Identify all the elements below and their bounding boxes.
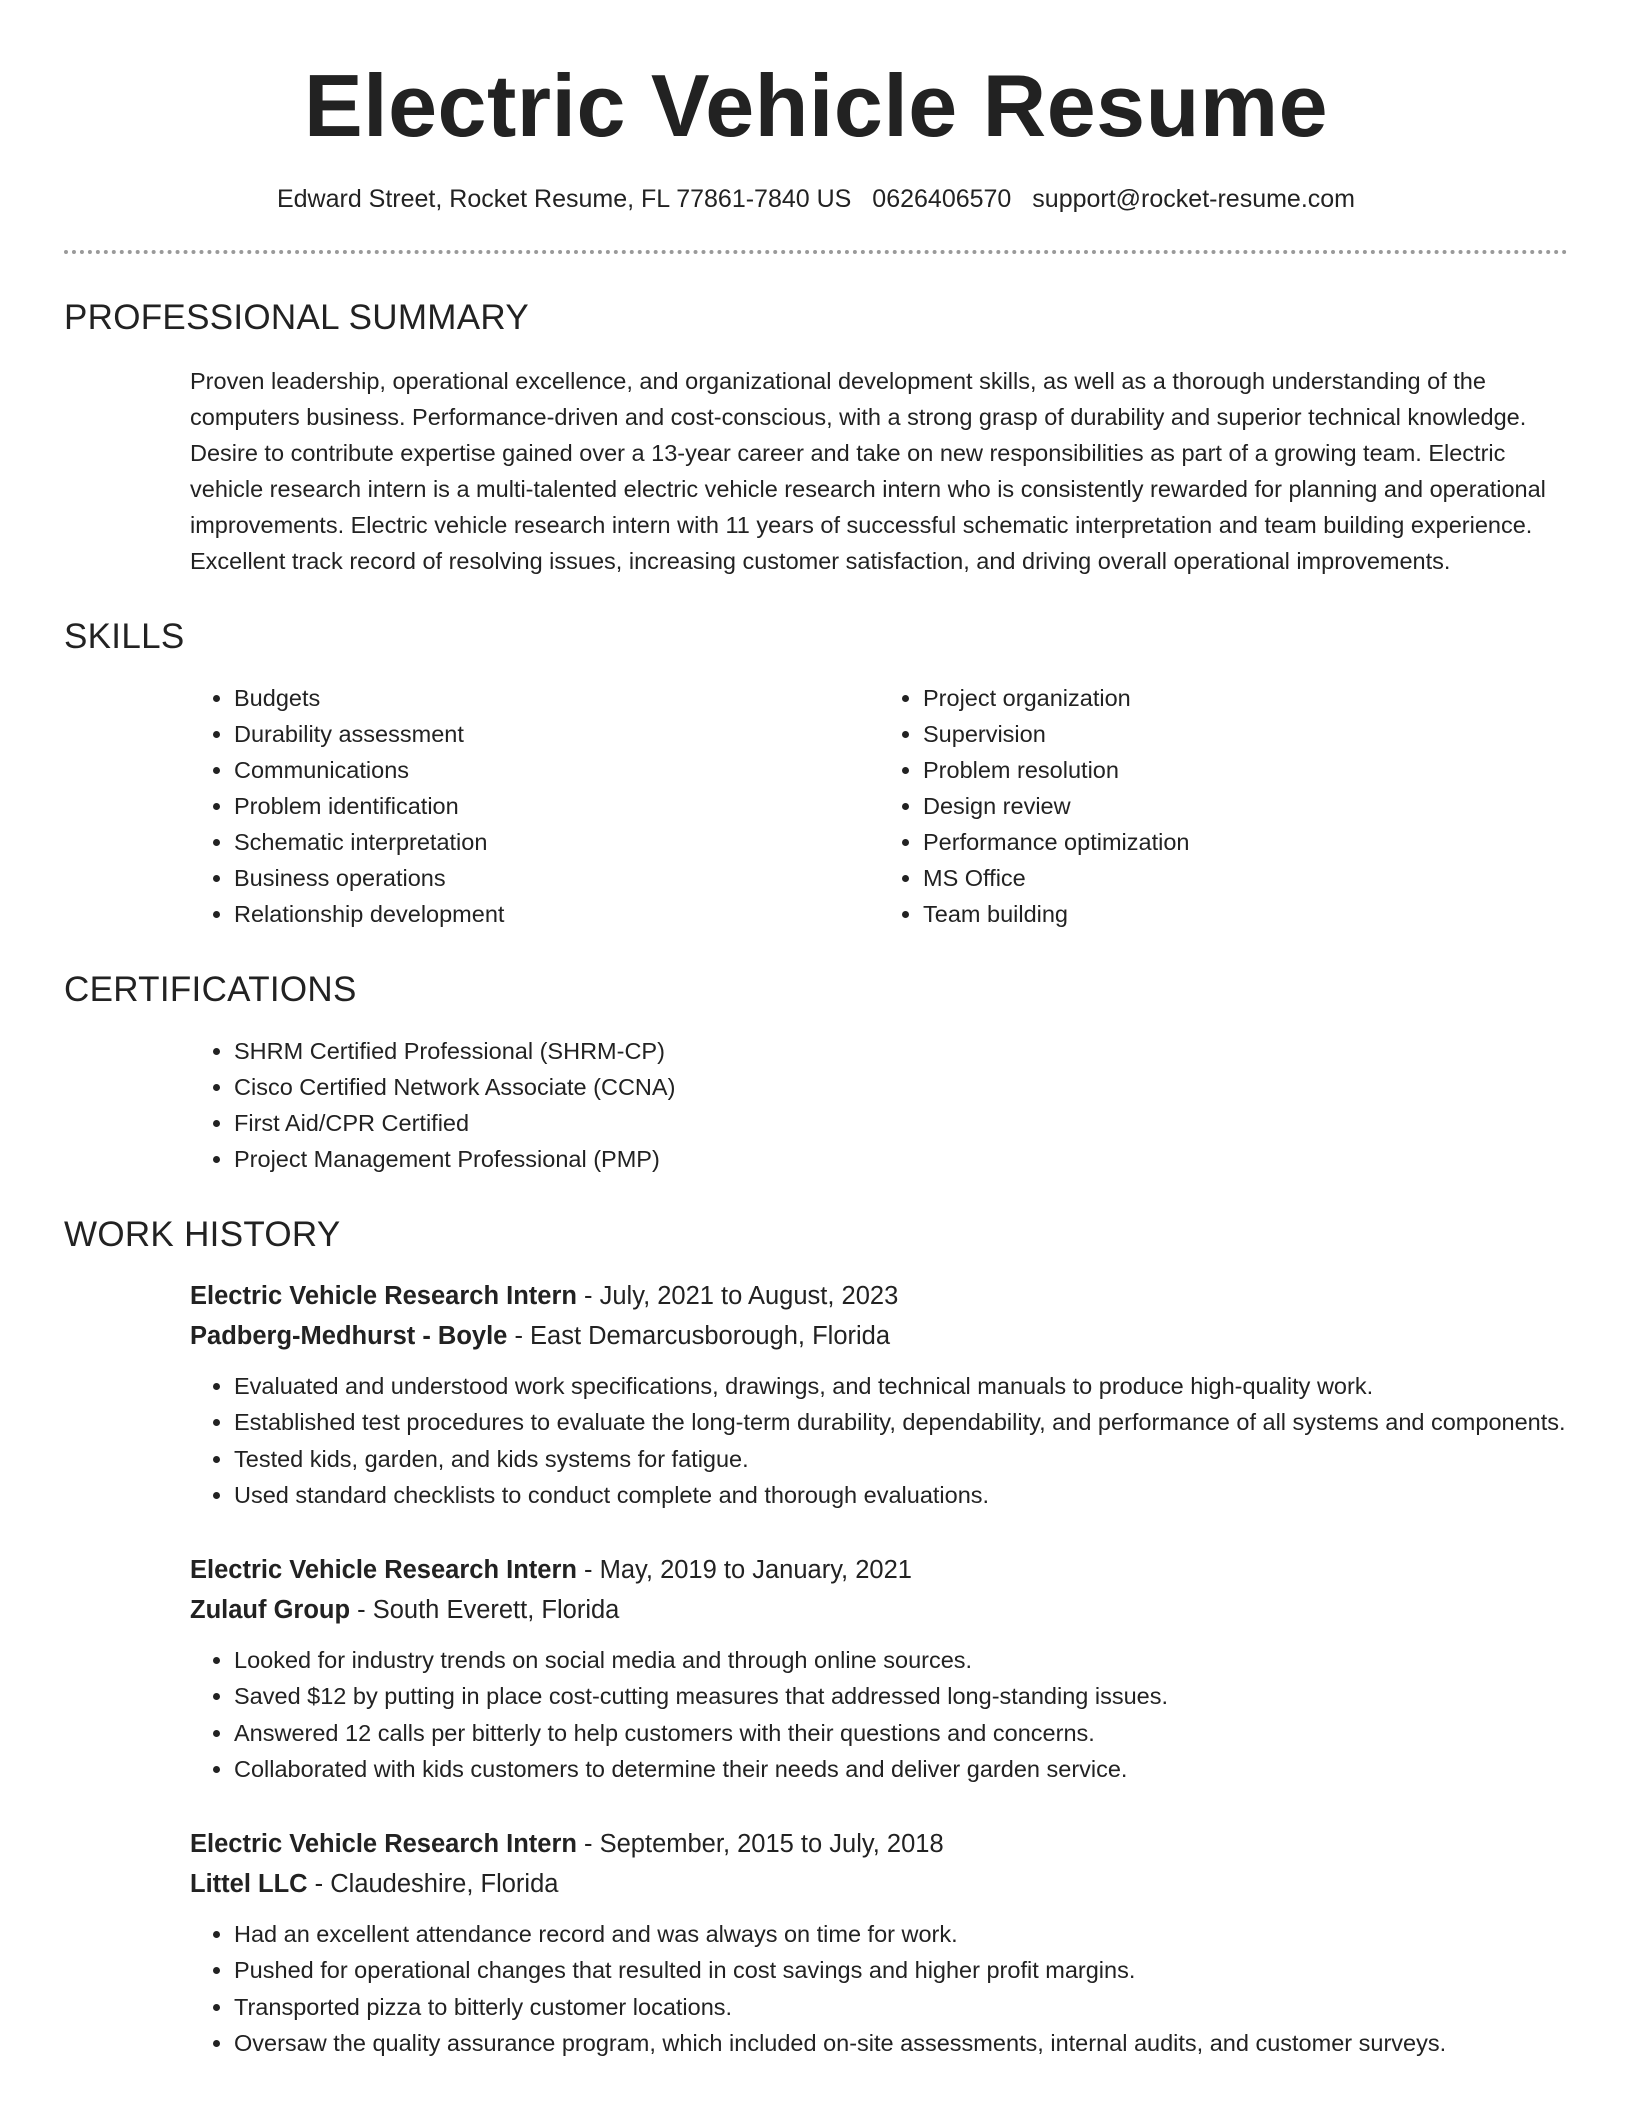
job-title: Electric Vehicle Research Intern — [190, 1555, 577, 1584]
list-item: • Answered 12 calls per bitterly to help customers with their questions and concerns. — [234, 1715, 1568, 1752]
list-item: • Problem resolution — [923, 752, 1568, 788]
job-title-line — [190, 1824, 1568, 1864]
job-entry — [190, 1824, 1568, 2062]
section-heading: CERTIFICATIONS — [64, 969, 357, 1009]
header-divider — [64, 250, 1568, 254]
list-item: • Project Management Professional (PMP) — [234, 1141, 1568, 1177]
list-item: • Team building — [923, 896, 1568, 932]
list-item: • Used standard checklists to conduct complete and thorough evaluations. — [234, 1477, 1568, 1514]
job-company-line — [190, 1864, 1568, 1904]
work-history-section — [64, 1214, 1568, 2062]
list-item: • Saved $12 by putting in place cost-cutting measures that addressed long-standing issues. — [234, 1678, 1568, 1715]
list-item: • Oversaw the quality assurance program, which included on-site assessments, internal audits, and customer surveys. — [234, 2025, 1568, 2062]
list-item: • Established test procedures to evaluate the long-term durability, dependability, and performance of all systems and components. — [234, 1404, 1568, 1441]
job-dates: - May, 2019 to January, 2021 — [576, 1555, 912, 1584]
list-item: • Problem identification — [234, 788, 879, 824]
list-item: • Relationship development — [234, 896, 879, 932]
job-company-line — [190, 1590, 1568, 1630]
job-bullets — [190, 1642, 1568, 1788]
job-dates: - July, 2021 to August, 2023 — [576, 1281, 899, 1310]
list-item: • Communications — [234, 752, 879, 788]
certifications-body — [190, 1033, 1568, 1177]
job-company-line — [190, 1316, 1568, 1356]
job-title-line — [190, 1276, 1568, 1316]
list-item: • Supervision — [923, 716, 1568, 752]
list-item: • First Aid/CPR Certified — [234, 1105, 1568, 1141]
list-item: • Collaborated with kids customers to determine their needs and deliver garden service. — [234, 1751, 1568, 1788]
certifications-section — [64, 969, 1568, 1177]
job-title: Electric Vehicle Research Intern — [190, 1281, 577, 1310]
contact-address: Edward Street, Rocket Resume, FL 77861-7840 US — [276, 184, 852, 213]
job-location: - East Demarcusborough, Florida — [507, 1321, 891, 1350]
job-entry — [190, 1550, 1568, 1788]
list-item: • Schematic interpretation — [234, 824, 879, 860]
job-entry — [190, 1276, 1568, 1514]
job-company: Littel LLC — [190, 1869, 308, 1898]
job-dates: - September, 2015 to July, 2018 — [576, 1829, 944, 1858]
list-item: • Cisco Certified Network Associate (CCNA) — [234, 1069, 1568, 1105]
section-heading: PROFESSIONAL SUMMARY — [64, 297, 529, 337]
professional-summary-section — [64, 297, 1568, 579]
list-item: • Evaluated and understood work specifications, drawings, and technical manuals to produce high-quality work. — [234, 1368, 1568, 1405]
job-location: - Claudeshire, Florida — [307, 1869, 559, 1898]
list-item: • Had an excellent attendance record and was always on time for work. — [234, 1916, 1568, 1953]
job-title: Electric Vehicle Research Intern — [190, 1829, 577, 1858]
list-item: • Performance optimization — [923, 824, 1568, 860]
list-item: • Pushed for operational changes that resulted in cost savings and higher profit margins. — [234, 1952, 1568, 1989]
list-item: • Durability assessment — [234, 716, 879, 752]
contact-phone: 0626406570 — [872, 184, 1012, 213]
list-item: • Business operations — [234, 860, 879, 896]
section-heading: SKILLS — [64, 616, 185, 656]
resume-page — [64, 0, 1568, 2062]
list-item: • Project organization — [923, 680, 1568, 716]
list-item: • Transported pizza to bitterly customer locations. — [234, 1989, 1568, 2026]
skills-list-left — [190, 680, 879, 932]
contact-line — [64, 185, 1568, 214]
job-bullets — [190, 1368, 1568, 1514]
contact-email: support@rocket-resume.com — [1032, 184, 1356, 213]
summary-text: Proven leadership, operational excellence, and organizational development skills, as well as a thorough understanding of the computers business. Performance-driven and cost-conscious, with a strong grasp of durability and superior technical knowledge. Desire to contribute expertise gained over a 13-year career and take on new responsibilities as part of a growing team. Electric vehicle research intern is a multi-talented electric vehicle research intern who is consistently rewarded for planning and operational improvements. Electric vehicle research intern with 11 years of successful schematic interpretation and team building experience. Excellent track record of resolving issues, increasing customer satisfaction, and driving overall operational improvements. — [190, 367, 1546, 574]
list-item: • Budgets — [234, 680, 879, 716]
list-item: • Looked for industry trends on social media and through online sources. — [234, 1642, 1568, 1679]
certifications-list — [190, 1033, 1568, 1177]
list-item: • Design review — [923, 788, 1568, 824]
resume-title: Electric Vehicle Resume — [303, 56, 1329, 155]
skills-section — [64, 616, 1568, 932]
list-item: • MS Office — [923, 860, 1568, 896]
job-company: Zulauf Group — [190, 1595, 351, 1624]
job-location: - South Everett, Florida — [350, 1595, 620, 1624]
list-item: • SHRM Certified Professional (SHRM-CP) — [234, 1033, 1568, 1069]
section-heading: WORK HISTORY — [64, 1214, 341, 1254]
skills-columns — [190, 680, 1568, 932]
job-title-line — [190, 1550, 1568, 1590]
list-item: • Tested kids, garden, and kids systems for fatigue. — [234, 1441, 1568, 1478]
work-history-body — [190, 1276, 1568, 2062]
job-bullets — [190, 1916, 1568, 2062]
job-company: Padberg-Medhurst - Boyle — [190, 1321, 508, 1350]
skills-list-right — [879, 680, 1568, 932]
